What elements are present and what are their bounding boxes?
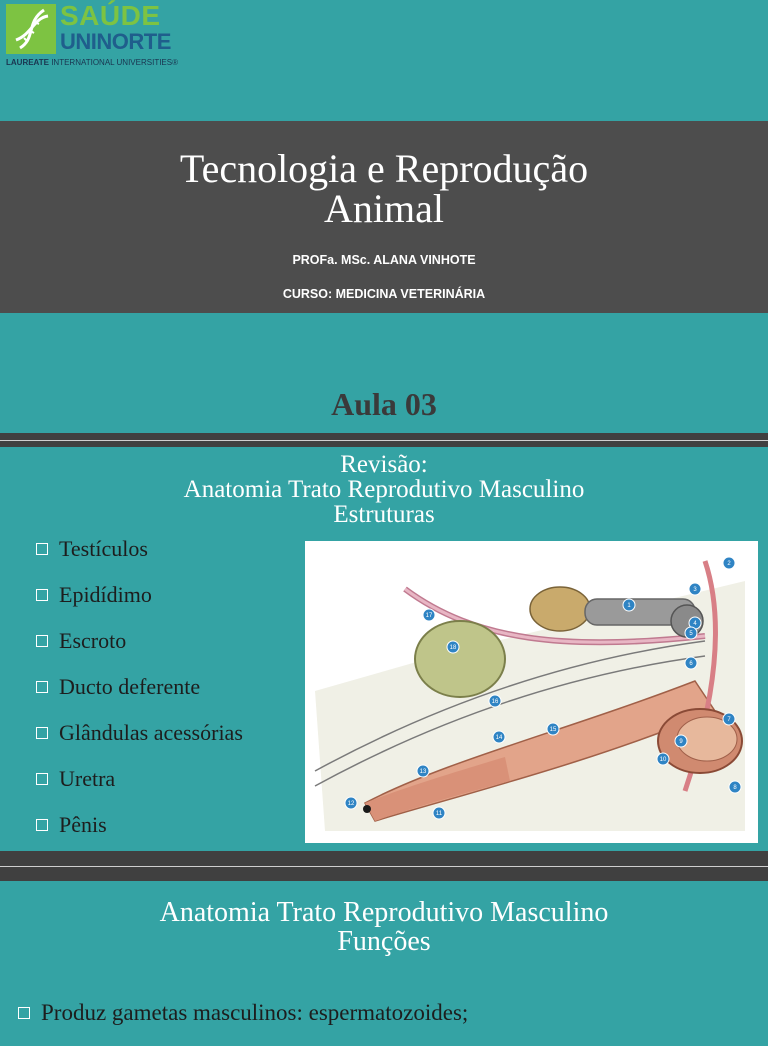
figure-label: 3 [693, 587, 697, 593]
figure-label: 9 [679, 739, 683, 745]
list-item-label: Glândulas acessórias [59, 720, 243, 745]
figure-label: 6 [689, 661, 693, 667]
list-item-label: Uretra [59, 766, 116, 791]
figure-label: 12 [347, 801, 355, 807]
slide-heading [0, 898, 768, 956]
figure-label: 1 [627, 603, 631, 609]
figure-label: 4 [693, 621, 697, 627]
list-item [36, 582, 243, 628]
list-item [36, 720, 243, 766]
figure-label: 15 [549, 727, 557, 733]
list-item-label: Ducto deferente [59, 674, 201, 699]
figure-label: 5 [689, 631, 693, 637]
anatomy-illustration [305, 541, 758, 843]
slide-title-line-1: Tecnologia e Reprodução [179, 146, 589, 191]
checkbox-bullet-icon [36, 773, 48, 785]
list-item [18, 1000, 468, 1046]
slide-heading [0, 452, 768, 527]
course-name: CURSO: MEDICINA VETERINÁRIA [282, 287, 486, 301]
slide-separator-line [0, 440, 768, 441]
slide-heading-line-2: Funções [337, 926, 431, 957]
lesson-number: Aula 03 [331, 386, 437, 422]
slide-heading-line-1: Revisão: [340, 451, 428, 478]
figure-label: 10 [659, 757, 667, 763]
list-item [36, 766, 243, 812]
figure-label: 7 [727, 717, 731, 723]
figure-label: 17 [425, 613, 433, 619]
list-item [36, 536, 243, 582]
slide-separator-line [0, 866, 768, 867]
checkbox-bullet-icon [36, 727, 48, 739]
logo-laureate-text: LAUREATE INTERNATIONAL UNIVERSITIES® [6, 58, 178, 67]
list-item-label: Escroto [59, 628, 127, 653]
figure-label: 14 [495, 735, 503, 741]
logo-saude-text: SAÚDE [60, 0, 161, 31]
dna-icon [6, 4, 56, 54]
slide-title-line-2: Animal [324, 186, 444, 231]
checkbox-bullet-icon [36, 635, 48, 647]
checkbox-bullet-icon [36, 543, 48, 555]
list-item [36, 674, 243, 720]
logo-uninorte-text: UNINORTE [60, 29, 171, 54]
figure-label: 11 [435, 811, 443, 817]
anatomy-drawing [305, 541, 758, 843]
checkbox-bullet-icon [36, 589, 48, 601]
list-item-label: Pênis [59, 812, 107, 837]
functions-list [18, 1000, 468, 1046]
slide-heading-line-1: Anatomia Trato Reprodutivo Masculino [159, 897, 609, 928]
figure-label: 8 [733, 785, 737, 791]
figure-label: 18 [449, 645, 457, 651]
list-item [36, 628, 243, 674]
list-item-label: Testículos [59, 536, 148, 561]
figure-label: 13 [419, 769, 427, 775]
title-slide [0, 0, 768, 433]
slide-heading-line-3: Estruturas [333, 501, 435, 528]
list-item-label: Epidídimo [59, 582, 152, 607]
checkbox-bullet-icon [36, 681, 48, 693]
checkbox-bullet-icon [18, 1007, 30, 1019]
title-band [0, 121, 768, 313]
slide-title [0, 146, 768, 231]
structures-list [36, 536, 243, 858]
professor-name: PROFa. MSc. ALANA VINHOTE [292, 253, 476, 267]
uninorte-logo [6, 0, 196, 70]
figure-label: 16 [491, 699, 499, 705]
slide-heading-line-2: Anatomia Trato Reprodutivo Masculino [183, 476, 585, 503]
checkbox-bullet-icon [36, 819, 48, 831]
figure-label: 2 [727, 561, 731, 567]
list-item-label: Produz gametas masculinos: espermatozoides; [41, 1000, 469, 1025]
